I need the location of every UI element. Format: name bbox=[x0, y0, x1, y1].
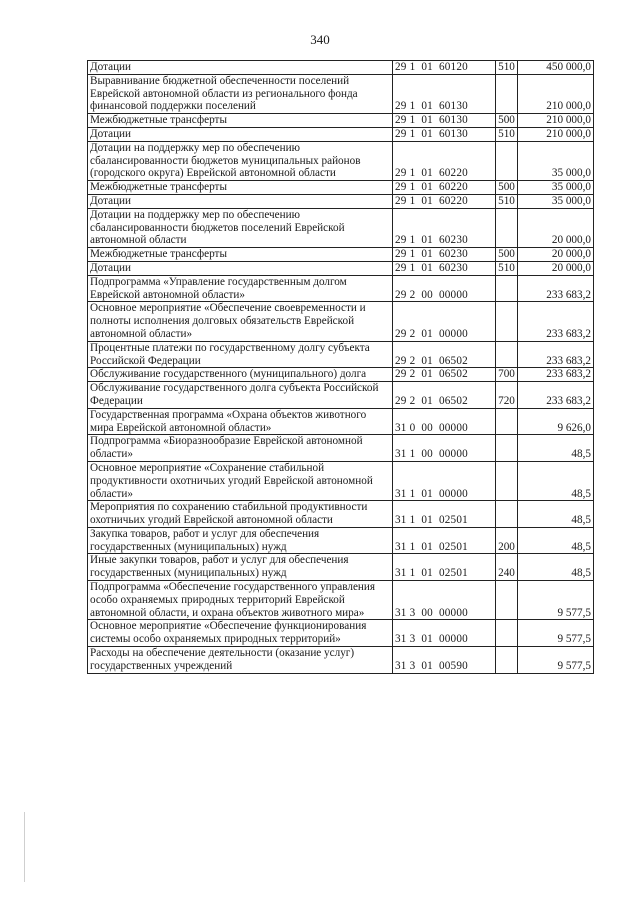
row-type bbox=[496, 620, 518, 647]
row-code: 29 1 01 60220 bbox=[393, 181, 496, 195]
row-sum: 48,5 bbox=[518, 501, 594, 528]
row-sum: 20 000,0 bbox=[518, 261, 594, 275]
row-name: Подпрограмма «Обеспечение государственного управления особо охраняемых природных территорий Еврейской автономной области, и охрана объектов животного мира» bbox=[88, 581, 393, 620]
table-row bbox=[88, 61, 594, 75]
table-row bbox=[88, 208, 594, 247]
row-type: 510 bbox=[496, 127, 518, 141]
row-sum: 35 000,0 bbox=[518, 141, 594, 180]
row-code: 31 1 01 02501 bbox=[393, 501, 496, 528]
row-code: 29 1 01 60220 bbox=[393, 194, 496, 208]
row-name: Иные закупки товаров, работ и услуг для обеспечения государственных (муниципальных) нужд bbox=[88, 554, 393, 581]
row-type bbox=[496, 275, 518, 302]
row-type bbox=[496, 461, 518, 500]
row-name: Мероприятия по сохранению стабильной продуктивности охотничьих угодий Еврейской автономной области bbox=[88, 501, 393, 528]
row-name: Государственная программа «Охрана объектов животного мира Еврейской автономной области» bbox=[88, 408, 393, 435]
row-sum: 48,5 bbox=[518, 435, 594, 462]
row-type bbox=[496, 141, 518, 180]
row-code: 31 1 01 00000 bbox=[393, 461, 496, 500]
row-name: Расходы на обеспечение деятельности (оказание услуг) государственных учреждений bbox=[88, 647, 393, 674]
budget-table bbox=[87, 60, 594, 674]
row-type bbox=[496, 74, 518, 113]
row-type: 510 bbox=[496, 261, 518, 275]
table-row bbox=[88, 435, 594, 462]
row-sum: 20 000,0 bbox=[518, 208, 594, 247]
table-row bbox=[88, 114, 594, 128]
row-name: Подпрограмма «Управление государственным долгом Еврейской автономной области» bbox=[88, 275, 393, 302]
row-code: 29 2 01 00000 bbox=[393, 302, 496, 341]
row-type: 720 bbox=[496, 382, 518, 409]
row-type bbox=[496, 435, 518, 462]
row-sum: 233 683,2 bbox=[518, 275, 594, 302]
row-code: 31 3 01 00590 bbox=[393, 647, 496, 674]
table-row bbox=[88, 461, 594, 500]
row-name: Дотации bbox=[88, 127, 393, 141]
page-number: 340 bbox=[310, 32, 330, 47]
table-row bbox=[88, 408, 594, 435]
row-name: Обслуживание государственного долга субъекта Российской Федерации bbox=[88, 382, 393, 409]
row-name: Основное мероприятие «Обеспечение своевременности и полноты исполнения долговых обязательств Еврейской автономной области» bbox=[88, 302, 393, 341]
table-row bbox=[88, 127, 594, 141]
row-type: 700 bbox=[496, 368, 518, 382]
table-row bbox=[88, 554, 594, 581]
row-code: 31 3 00 00000 bbox=[393, 581, 496, 620]
row-type bbox=[496, 647, 518, 674]
row-name: Межбюджетные трансферты bbox=[88, 248, 393, 262]
row-name: Основное мероприятие «Обеспечение функционирования системы особо охраняемых природных территорий» bbox=[88, 620, 393, 647]
table-row bbox=[88, 248, 594, 262]
scan-edge-mark bbox=[24, 812, 25, 882]
row-type: 200 bbox=[496, 527, 518, 554]
row-sum: 20 000,0 bbox=[518, 248, 594, 262]
row-sum: 233 683,2 bbox=[518, 368, 594, 382]
row-type: 500 bbox=[496, 114, 518, 128]
table-row bbox=[88, 382, 594, 409]
row-code: 29 1 01 60130 bbox=[393, 74, 496, 113]
row-sum: 9 577,5 bbox=[518, 581, 594, 620]
row-sum: 48,5 bbox=[518, 527, 594, 554]
row-name: Дотации на поддержку мер по обеспечению сбалансированности бюджетов поселений Еврейской автономной области bbox=[88, 208, 393, 247]
table-row bbox=[88, 341, 594, 368]
row-sum: 233 683,2 bbox=[518, 302, 594, 341]
row-code: 29 2 01 06502 bbox=[393, 341, 496, 368]
row-name: Подпрограмма «Биоразнообразие Еврейской автономной области» bbox=[88, 435, 393, 462]
row-sum: 9 577,5 bbox=[518, 647, 594, 674]
row-code: 29 1 01 60120 bbox=[393, 61, 496, 75]
table-row bbox=[88, 527, 594, 554]
row-type: 500 bbox=[496, 181, 518, 195]
row-name: Закупка товаров, работ и услуг для обеспечения государственных (муниципальных) нужд bbox=[88, 527, 393, 554]
row-name: Дотации bbox=[88, 194, 393, 208]
row-name: Дотации на поддержку мер по обеспечению сбалансированности бюджетов муниципальных районов (городского округа) Еврейской автономной области bbox=[88, 141, 393, 180]
table-row bbox=[88, 181, 594, 195]
row-name: Дотации bbox=[88, 61, 393, 75]
row-code: 29 2 00 00000 bbox=[393, 275, 496, 302]
row-code: 29 2 01 06502 bbox=[393, 368, 496, 382]
row-type: 500 bbox=[496, 248, 518, 262]
table-row bbox=[88, 194, 594, 208]
table-row bbox=[88, 581, 594, 620]
row-sum: 9 626,0 bbox=[518, 408, 594, 435]
row-name: Дотации bbox=[88, 261, 393, 275]
row-code: 29 1 01 60230 bbox=[393, 208, 496, 247]
row-sum: 35 000,0 bbox=[518, 194, 594, 208]
row-code: 31 1 01 02501 bbox=[393, 527, 496, 554]
row-type bbox=[496, 581, 518, 620]
table-row bbox=[88, 368, 594, 382]
table-row bbox=[88, 620, 594, 647]
row-type: 510 bbox=[496, 61, 518, 75]
budget-table-body bbox=[88, 61, 594, 674]
row-code: 29 1 01 60230 bbox=[393, 261, 496, 275]
table-row bbox=[88, 261, 594, 275]
row-name: Обслуживание государственного (муниципального) долга bbox=[88, 368, 393, 382]
row-code: 29 1 01 60230 bbox=[393, 248, 496, 262]
row-code: 31 1 01 02501 bbox=[393, 554, 496, 581]
row-type: 240 bbox=[496, 554, 518, 581]
row-code: 31 1 00 00000 bbox=[393, 435, 496, 462]
row-name: Межбюджетные трансферты bbox=[88, 114, 393, 128]
table-row bbox=[88, 501, 594, 528]
row-type bbox=[496, 302, 518, 341]
table-row bbox=[88, 302, 594, 341]
row-sum: 9 577,5 bbox=[518, 620, 594, 647]
table-row bbox=[88, 275, 594, 302]
row-sum: 233 683,2 bbox=[518, 382, 594, 409]
row-sum: 210 000,0 bbox=[518, 127, 594, 141]
row-sum: 48,5 bbox=[518, 461, 594, 500]
table-row bbox=[88, 647, 594, 674]
row-code: 29 1 01 60220 bbox=[393, 141, 496, 180]
row-sum: 210 000,0 bbox=[518, 114, 594, 128]
table-row bbox=[88, 74, 594, 113]
row-sum: 48,5 bbox=[518, 554, 594, 581]
row-name: Межбюджетные трансферты bbox=[88, 181, 393, 195]
row-sum: 210 000,0 bbox=[518, 74, 594, 113]
row-name: Процентные платежи по государственному долгу субъекта Российской Федерации bbox=[88, 341, 393, 368]
row-code: 31 0 00 00000 bbox=[393, 408, 496, 435]
row-code: 29 1 01 60130 bbox=[393, 127, 496, 141]
row-name: Основное мероприятие «Сохранение стабильной продуктивности охотничьих угодий Еврейской автономной области» bbox=[88, 461, 393, 500]
row-type: 510 bbox=[496, 194, 518, 208]
row-sum: 450 000,0 bbox=[518, 61, 594, 75]
row-sum: 35 000,0 bbox=[518, 181, 594, 195]
row-code: 29 2 01 06502 bbox=[393, 382, 496, 409]
row-sum: 233 683,2 bbox=[518, 341, 594, 368]
row-type bbox=[496, 341, 518, 368]
row-code: 31 3 01 00000 bbox=[393, 620, 496, 647]
row-code: 29 1 01 60130 bbox=[393, 114, 496, 128]
row-name: Выравнивание бюджетной обеспеченности поселений Еврейской автономной области из регионального фонда финансовой поддержки поселений bbox=[88, 74, 393, 113]
row-type bbox=[496, 208, 518, 247]
row-type bbox=[496, 408, 518, 435]
row-type bbox=[496, 501, 518, 528]
table-row bbox=[88, 141, 594, 180]
